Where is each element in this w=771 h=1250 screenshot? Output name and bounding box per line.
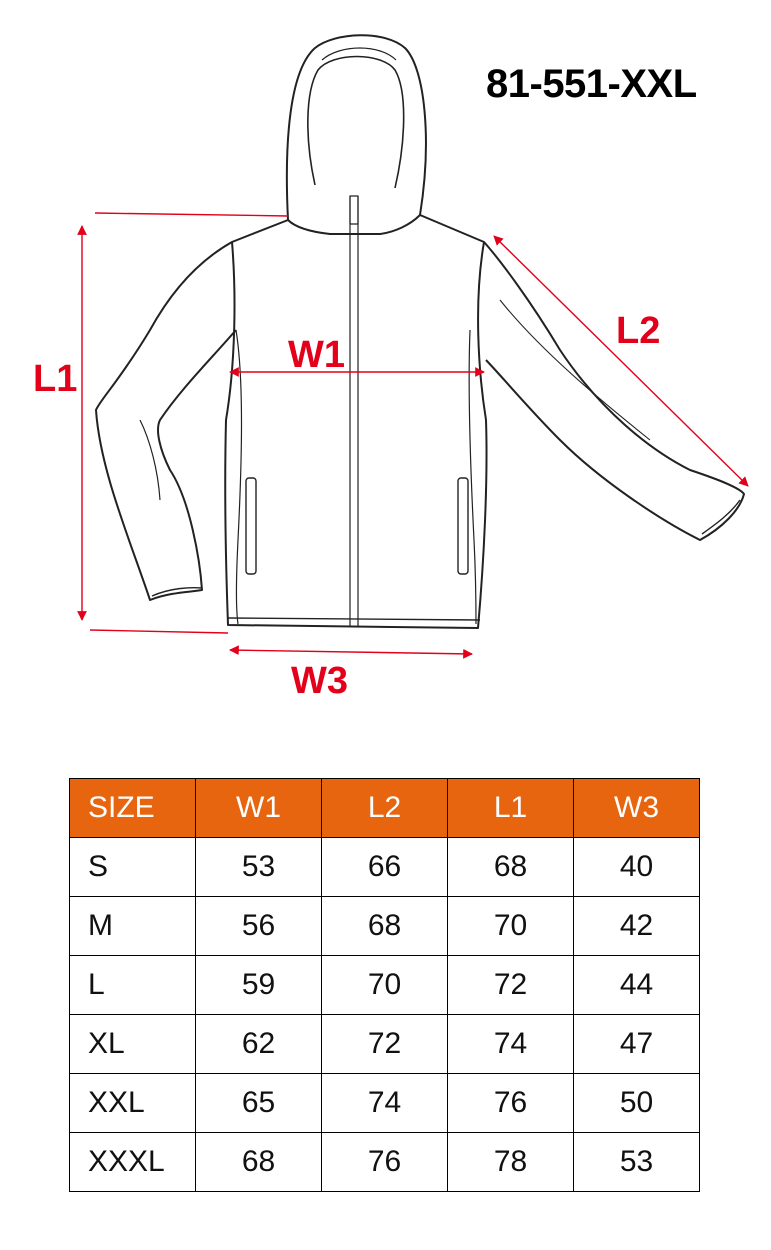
table-cell: 53 [574, 1133, 700, 1192]
table-row [70, 897, 700, 956]
size-chart-table [69, 778, 700, 1192]
table-cell: 72 [322, 1015, 448, 1074]
product-code: 81-551-XXL [486, 62, 697, 106]
table-cell-size: XL [70, 1015, 196, 1074]
table-cell: 68 [322, 897, 448, 956]
table-row [70, 1015, 700, 1074]
table-cell: 76 [448, 1074, 574, 1133]
table-cell: 50 [574, 1074, 700, 1133]
dimension-label-l1: L1 [33, 358, 78, 400]
table-cell: 72 [448, 956, 574, 1015]
header-l1: L1 [448, 779, 574, 838]
table-cell: 68 [448, 838, 574, 897]
table-cell-size: L [70, 956, 196, 1015]
table-cell: 76 [322, 1133, 448, 1192]
table-cell: 56 [196, 897, 322, 956]
table-cell-size: S [70, 838, 196, 897]
table-header-row [70, 779, 700, 838]
table-cell-size: XXL [70, 1074, 196, 1133]
hood-inner [308, 57, 404, 189]
right-pocket [458, 478, 468, 574]
table-cell: 40 [574, 838, 700, 897]
dimension-label-w3: W3 [291, 660, 348, 702]
table-cell: 65 [196, 1074, 322, 1133]
table-cell-size: M [70, 897, 196, 956]
table-cell: 70 [322, 956, 448, 1015]
table-cell: 53 [196, 838, 322, 897]
dimension-label-w1: W1 [288, 334, 345, 376]
table-row [70, 1074, 700, 1133]
zipper [350, 196, 358, 626]
table-cell: 66 [322, 838, 448, 897]
table-row [70, 838, 700, 897]
l1-guide-top [95, 213, 288, 216]
table-cell: 68 [196, 1133, 322, 1192]
jacket-body [225, 215, 486, 628]
table-cell: 62 [196, 1015, 322, 1074]
table-cell: 78 [448, 1133, 574, 1192]
left-pocket [246, 478, 256, 574]
header-l2: L2 [322, 779, 448, 838]
table-cell: 47 [574, 1015, 700, 1074]
table-cell: 42 [574, 897, 700, 956]
table-row [70, 956, 700, 1015]
header-w3: W3 [574, 779, 700, 838]
dimension-label-l2: L2 [616, 310, 661, 352]
l2-arrow [494, 236, 748, 486]
table-cell: 74 [448, 1015, 574, 1074]
table-row [70, 1133, 700, 1192]
table-cell-size: XXXL [70, 1133, 196, 1192]
header-w1: W1 [196, 779, 322, 838]
table-cell: 74 [322, 1074, 448, 1133]
header-size: SIZE [70, 779, 196, 838]
right-sleeve [484, 242, 744, 540]
l1-guide-bottom [90, 630, 228, 633]
table-cell: 70 [448, 897, 574, 956]
left-sleeve [96, 242, 236, 600]
w3-arrow [230, 650, 472, 654]
table-cell: 59 [196, 956, 322, 1015]
table-cell: 44 [574, 956, 700, 1015]
